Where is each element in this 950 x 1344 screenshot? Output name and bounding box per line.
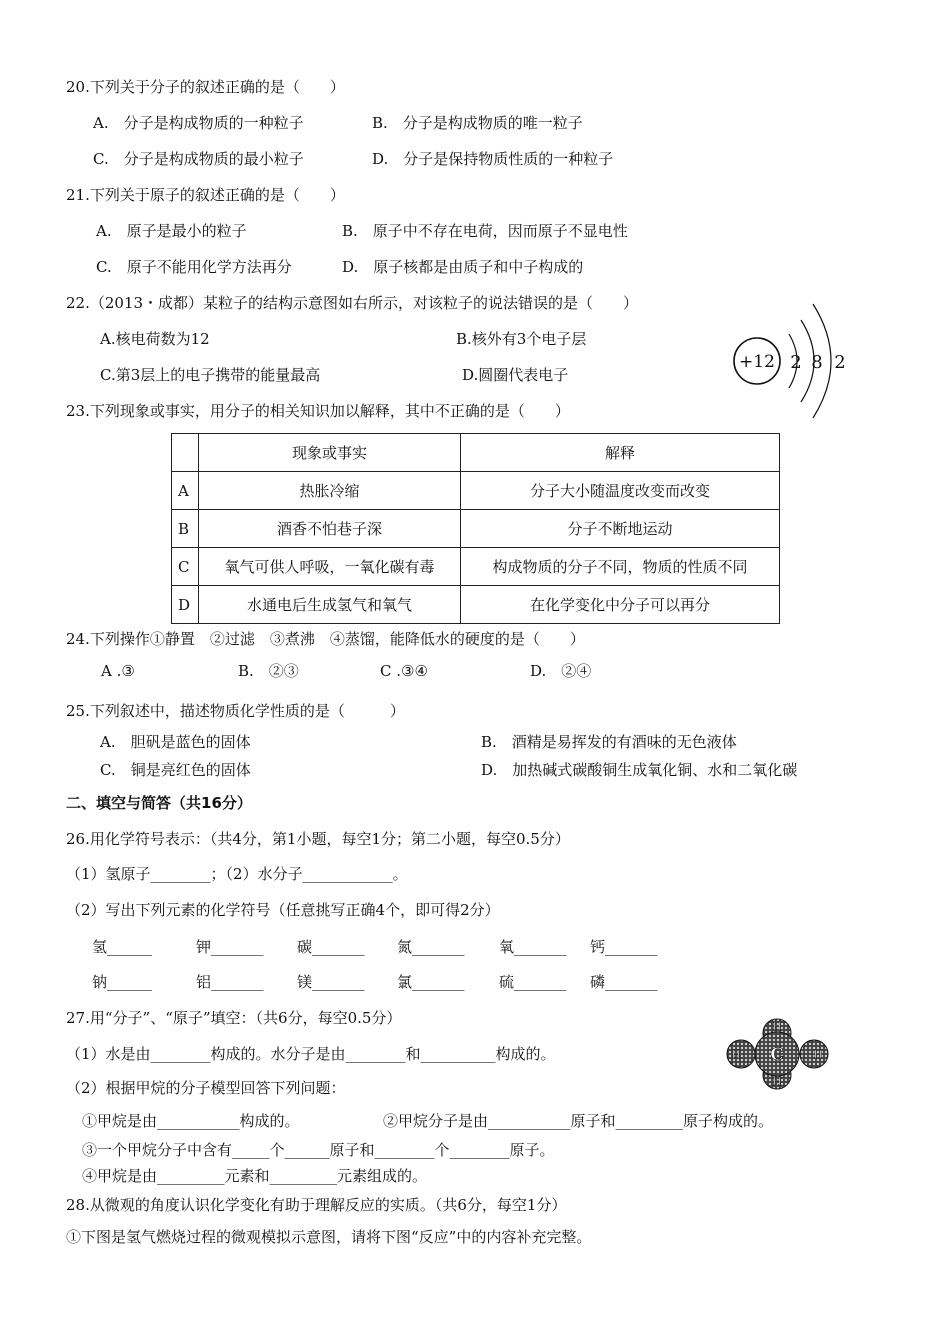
explanation-cell: 分子不断地运动 (461, 510, 780, 548)
q25-stem: 25.下列叙述中，描述物质化学性质的是（ ） (66, 702, 405, 720)
q27-stem: 27.用“分子”、“原子”填空：（共6分，每空0.5分） (66, 1009, 402, 1027)
q21-option-b: B. 原子中不存在电荷，因而原子不显电性 (342, 222, 628, 240)
phenomenon-cell: 酒香不怕巷子深 (199, 510, 461, 548)
table-row (172, 548, 780, 586)
hydrogen-label-right: H (813, 1048, 823, 1061)
q24-option-b: B. ②③ (238, 662, 299, 680)
phenomenon-cell: 氧气可供人呼吸，一氧化碳有毒 (199, 548, 461, 586)
element-blank[interactable]: 钾_______ (196, 938, 264, 956)
section-title: 二、填空与简答（共16分） (66, 794, 252, 812)
table-row (172, 510, 780, 548)
carbon-label: C (770, 1045, 784, 1065)
q25-option-b: B. 酒精是易挥发的有酒味的无色液体 (481, 733, 737, 751)
phenomenon-cell: 水通电后生成氢气和氧气 (199, 586, 461, 624)
table-row (172, 472, 780, 510)
explanation-cell: 分子大小随温度改变而改变 (461, 472, 780, 510)
hydrogen-label-left: H (731, 1048, 741, 1061)
table-header-cell: 解释 (461, 434, 780, 472)
row-label: D (172, 586, 199, 624)
q22-option-a: A.核电荷数为12 (100, 330, 210, 348)
explanation-cell: 在化学变化中分子可以再分 (461, 586, 780, 624)
q20-option-c: C. 分子是构成物质的最小粒子 (93, 150, 304, 168)
q27-line1b: ②甲烷分子是由___________原子和_________原子构成的。 (383, 1112, 774, 1130)
q24-option-d: D. ②④ (530, 662, 592, 680)
table-header-cell: 现象或事实 (199, 434, 461, 472)
table-header-row (172, 434, 780, 472)
row-label: C (172, 548, 199, 586)
q26-part2: （2）写出下列元素的化学符号（任意挑写正确4个，即可得2分） (66, 901, 500, 919)
q26-stem: 26.用化学符号表示：（共4分，第1小题，每空1分；第二小题，每空0.5分） (66, 830, 570, 848)
q21-option-c: C. 原子不能用化学方法再分 (96, 258, 292, 276)
explanation-cell: 构成物质的分子不同，物质的性质不同 (461, 548, 780, 586)
q24-option-c: C .③④ (380, 662, 428, 680)
q26-part1: （1）氢原子________；（2）水分子____________。 (66, 865, 408, 883)
nucleus-charge: +12 (739, 352, 775, 372)
q27-line1: ①甲烷是由___________构成的。 (82, 1112, 300, 1130)
q23-table (171, 433, 780, 624)
q21-option-d: D. 原子核都是由质子和中子构成的 (342, 258, 584, 276)
element-blank[interactable]: 氧_______ (499, 938, 567, 956)
q20-stem: 20.下列关于分子的叙述正确的是（ ） (66, 78, 345, 96)
q24-stem: 24.下列操作①静置 ②过滤 ③煮沸 ④蒸馏，能降低水的硬度的是（ ） (66, 630, 585, 648)
element-blank[interactable]: 镁_______ (297, 973, 365, 991)
hydrogen-label-bottom: H (772, 1075, 782, 1088)
element-blank[interactable]: 碳_______ (297, 938, 365, 956)
row-label: A (172, 472, 199, 510)
element-blank[interactable]: 氯_______ (397, 973, 465, 991)
element-blank[interactable]: 铝_______ (196, 973, 264, 991)
phenomenon-cell: 热胀冷缩 (199, 472, 461, 510)
q24-option-a: A .③ (101, 662, 135, 680)
q21-stem: 21.下列关于原子的叙述正确的是（ ） (66, 186, 345, 204)
element-blank[interactable]: 钠______ (92, 973, 153, 991)
hydrogen-label-top: H (772, 1020, 782, 1033)
q25-option-d: D. 加热碱式碳酸铜生成氧化铜、水和二氧化碳 (481, 761, 798, 779)
q22-stem: 22.（2013・成都）某粒子的结构示意图如右所示，对该粒子的说法错误的是（ ） (66, 294, 639, 312)
q25-option-a: A. 胆矾是蓝色的固体 (100, 733, 251, 751)
q27-line2: ③一个甲烷分子中含有_____个______原子和________个________原子。 (82, 1141, 555, 1159)
methane-molecule-model (720, 1018, 840, 1090)
q27-line3: ④甲烷是由_________元素和_________元素组成的。 (82, 1167, 428, 1185)
element-blank[interactable]: 钙_______ (590, 938, 658, 956)
q25-option-c: C. 铜是亮红色的固体 (100, 761, 251, 779)
element-blank[interactable]: 氢______ (92, 938, 153, 956)
q28-stem: 28.从微观的角度认识化学变化有助于理解反应的实质。（共6分，每空1分） (66, 1196, 567, 1214)
element-blank[interactable]: 磷_______ (590, 973, 658, 991)
q22-option-c: C.第3层上的电子携带的能量最高 (100, 366, 321, 384)
q20-option-a: A. 分子是构成物质的一种粒子 (93, 114, 304, 132)
shell-1-electrons: 2 (790, 352, 802, 373)
q21-option-a: A. 原子是最小的粒子 (96, 222, 247, 240)
q28-part1: ①下图是氢气燃烧过程的微观模拟示意图，请将下图“反应”中的内容补充完整。 (66, 1228, 592, 1246)
shell-3-electrons: 2 (834, 352, 846, 373)
element-blank[interactable]: 硫_______ (499, 973, 567, 991)
q22-option-d: D.圆圈代表电子 (462, 366, 569, 384)
q23-stem: 23.下列现象或事实，用分子的相关知识加以解释，其中不正确的是（ ） (66, 402, 570, 420)
q20-option-b: B. 分子是构成物质的唯一粒子 (372, 114, 583, 132)
shell-2-electrons: 8 (811, 352, 823, 373)
element-blank[interactable]: 氮_______ (397, 938, 465, 956)
q27-part1: （1）水是由________构成的。水分子是由________和__________构成的。 (66, 1045, 556, 1063)
atom-structure-diagram (725, 300, 865, 422)
table-header-cell (172, 434, 199, 472)
table-row (172, 586, 780, 624)
q27-part2: （2）根据甲烷的分子模型回答下列问题： (66, 1079, 346, 1097)
q22-option-b: B.核外有3个电子层 (456, 330, 587, 348)
q20-option-d: D. 分子是保持物质性质的一种粒子 (372, 150, 614, 168)
row-label: B (172, 510, 199, 548)
